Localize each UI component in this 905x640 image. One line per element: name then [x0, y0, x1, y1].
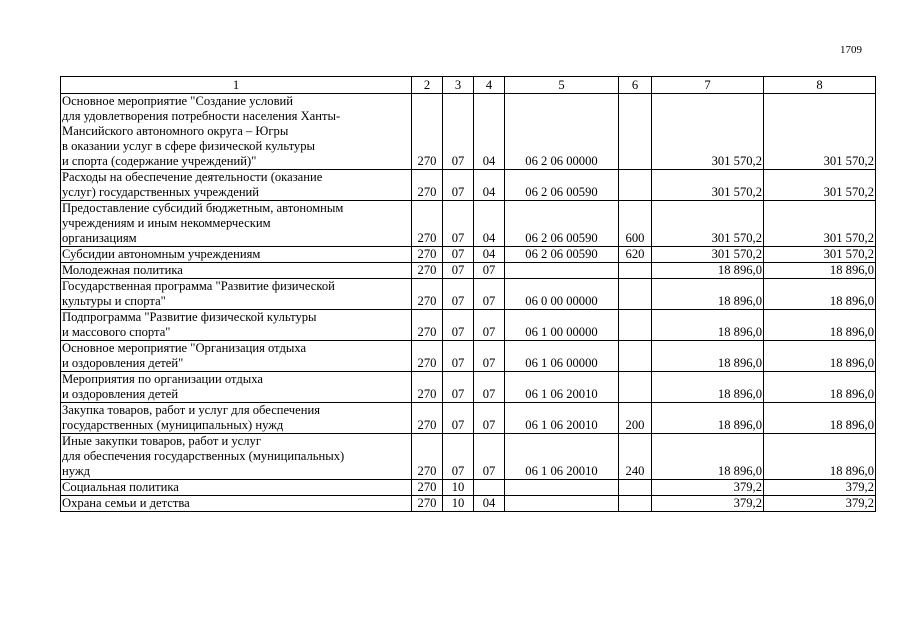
amount-cell: 301 570,2 [764, 170, 876, 201]
item-name-cell: Подпрограмма "Развитие физической культуры и массового спорта" [61, 310, 412, 341]
table-row [61, 372, 876, 403]
header-row [61, 77, 876, 94]
budget-table [60, 76, 876, 512]
ministry-code-cell: 270 [412, 341, 443, 372]
target-article-cell: 06 1 06 20010 [505, 403, 619, 434]
ministry-code-cell: 270 [412, 279, 443, 310]
item-name-cell: Субсидии автономным учреждениям [61, 247, 412, 263]
section-code-cell: 07 [443, 403, 474, 434]
table-row [61, 94, 876, 170]
amount-cell: 301 570,2 [764, 94, 876, 170]
item-name-cell: Государственная программа "Развитие физической культуры и спорта" [61, 279, 412, 310]
amount-cell: 18 896,0 [764, 372, 876, 403]
target-article-cell: 06 0 00 00000 [505, 279, 619, 310]
ministry-code-cell: 270 [412, 434, 443, 480]
table-row [61, 310, 876, 341]
amount-cell: 18 896,0 [652, 403, 764, 434]
header-cell: 7 [652, 77, 764, 94]
target-article-cell [505, 496, 619, 512]
subsection-code-cell: 04 [474, 201, 505, 247]
expense-type-cell: 200 [619, 403, 652, 434]
header-cell: 3 [443, 77, 474, 94]
item-name-cell: Расходы на обеспечение деятельности (оказание услуг) государственных учреждений [61, 170, 412, 201]
amount-cell: 18 896,0 [652, 434, 764, 480]
ministry-code-cell: 270 [412, 247, 443, 263]
table-row [61, 480, 876, 496]
expense-type-cell [619, 372, 652, 403]
target-article-cell: 06 2 06 00590 [505, 201, 619, 247]
page-number: 1709 [840, 44, 862, 56]
table-row [61, 341, 876, 372]
amount-cell: 18 896,0 [764, 263, 876, 279]
expense-type-cell [619, 279, 652, 310]
ministry-code-cell: 270 [412, 496, 443, 512]
section-code-cell: 10 [443, 496, 474, 512]
target-article-cell: 06 2 06 00590 [505, 247, 619, 263]
section-code-cell: 07 [443, 434, 474, 480]
subsection-code-cell: 07 [474, 372, 505, 403]
section-code-cell: 07 [443, 170, 474, 201]
amount-cell: 18 896,0 [764, 341, 876, 372]
target-article-cell [505, 480, 619, 496]
target-article-cell: 06 1 00 00000 [505, 310, 619, 341]
ministry-code-cell: 270 [412, 263, 443, 279]
section-code-cell: 07 [443, 310, 474, 341]
amount-cell: 18 896,0 [652, 341, 764, 372]
amount-cell: 379,2 [764, 496, 876, 512]
section-code-cell: 07 [443, 263, 474, 279]
amount-cell: 301 570,2 [652, 247, 764, 263]
ministry-code-cell: 270 [412, 403, 443, 434]
subsection-code-cell: 07 [474, 403, 505, 434]
table-row [61, 434, 876, 480]
ministry-code-cell: 270 [412, 94, 443, 170]
subsection-code-cell: 07 [474, 434, 505, 480]
item-name-cell: Молодежная политика [61, 263, 412, 279]
subsection-code-cell: 07 [474, 263, 505, 279]
subsection-code-cell: 07 [474, 279, 505, 310]
amount-cell: 379,2 [764, 480, 876, 496]
amount-cell: 18 896,0 [764, 403, 876, 434]
header-cell: 8 [764, 77, 876, 94]
section-code-cell: 07 [443, 247, 474, 263]
amount-cell: 301 570,2 [652, 201, 764, 247]
amount-cell: 301 570,2 [652, 94, 764, 170]
item-name-cell: Основное мероприятие "Организация отдыха и оздоровления детей" [61, 341, 412, 372]
ministry-code-cell: 270 [412, 372, 443, 403]
expense-type-cell: 600 [619, 201, 652, 247]
expense-type-cell [619, 341, 652, 372]
section-code-cell: 10 [443, 480, 474, 496]
table-row [61, 279, 876, 310]
item-name-cell: Иные закупки товаров, работ и услуг для обеспечения государственных (муниципальных) нужд [61, 434, 412, 480]
target-article-cell: 06 1 06 00000 [505, 341, 619, 372]
amount-cell: 18 896,0 [652, 372, 764, 403]
header-cell: 2 [412, 77, 443, 94]
ministry-code-cell: 270 [412, 480, 443, 496]
item-name-cell: Основное мероприятие "Создание условий для удовлетворения потребности населения Ханты- Мансийского автономного округа – Югры в оказании услуг в сфере физической культуры и спорта (содержание учреждений)" [61, 94, 412, 170]
expense-type-cell: 240 [619, 434, 652, 480]
section-code-cell: 07 [443, 94, 474, 170]
item-name-cell: Предоставление субсидий бюджетным, автономным учреждениям и иным некоммерческим организациям [61, 201, 412, 247]
expense-type-cell [619, 170, 652, 201]
table-row [61, 170, 876, 201]
table-row [61, 201, 876, 247]
header-cell: 6 [619, 77, 652, 94]
amount-cell: 18 896,0 [652, 263, 764, 279]
ministry-code-cell: 270 [412, 170, 443, 201]
amount-cell: 18 896,0 [652, 279, 764, 310]
amount-cell: 301 570,2 [652, 170, 764, 201]
target-article-cell: 06 2 06 00000 [505, 94, 619, 170]
table-row [61, 263, 876, 279]
subsection-code-cell: 04 [474, 94, 505, 170]
expense-type-cell [619, 263, 652, 279]
subsection-code-cell: 04 [474, 170, 505, 201]
subsection-code-cell: 04 [474, 247, 505, 263]
expense-type-cell [619, 496, 652, 512]
item-name-cell: Мероприятия по организации отдыха и оздоровления детей [61, 372, 412, 403]
amount-cell: 301 570,2 [764, 201, 876, 247]
section-code-cell: 07 [443, 372, 474, 403]
amount-cell: 301 570,2 [764, 247, 876, 263]
item-name-cell: Охрана семьи и детства [61, 496, 412, 512]
table-row [61, 247, 876, 263]
expense-type-cell [619, 94, 652, 170]
item-name-cell: Закупка товаров, работ и услуг для обеспечения государственных (муниципальных) нужд [61, 403, 412, 434]
table-row [61, 403, 876, 434]
target-article-cell [505, 263, 619, 279]
target-article-cell: 06 1 06 20010 [505, 372, 619, 403]
ministry-code-cell: 270 [412, 310, 443, 341]
item-name-cell: Социальная политика [61, 480, 412, 496]
subsection-code-cell: 07 [474, 310, 505, 341]
amount-cell: 18 896,0 [764, 434, 876, 480]
target-article-cell: 06 1 06 20010 [505, 434, 619, 480]
amount-cell: 379,2 [652, 496, 764, 512]
subsection-code-cell [474, 480, 505, 496]
expense-type-cell [619, 480, 652, 496]
amount-cell: 18 896,0 [652, 310, 764, 341]
expense-type-cell: 620 [619, 247, 652, 263]
section-code-cell: 07 [443, 341, 474, 372]
ministry-code-cell: 270 [412, 201, 443, 247]
expense-type-cell [619, 310, 652, 341]
header-cell: 5 [505, 77, 619, 94]
target-article-cell: 06 2 06 00590 [505, 170, 619, 201]
table-row [61, 496, 876, 512]
section-code-cell: 07 [443, 201, 474, 247]
header-cell: 4 [474, 77, 505, 94]
amount-cell: 18 896,0 [764, 279, 876, 310]
amount-cell: 379,2 [652, 480, 764, 496]
amount-cell: 18 896,0 [764, 310, 876, 341]
section-code-cell: 07 [443, 279, 474, 310]
subsection-code-cell: 04 [474, 496, 505, 512]
subsection-code-cell: 07 [474, 341, 505, 372]
header-cell: 1 [61, 77, 412, 94]
